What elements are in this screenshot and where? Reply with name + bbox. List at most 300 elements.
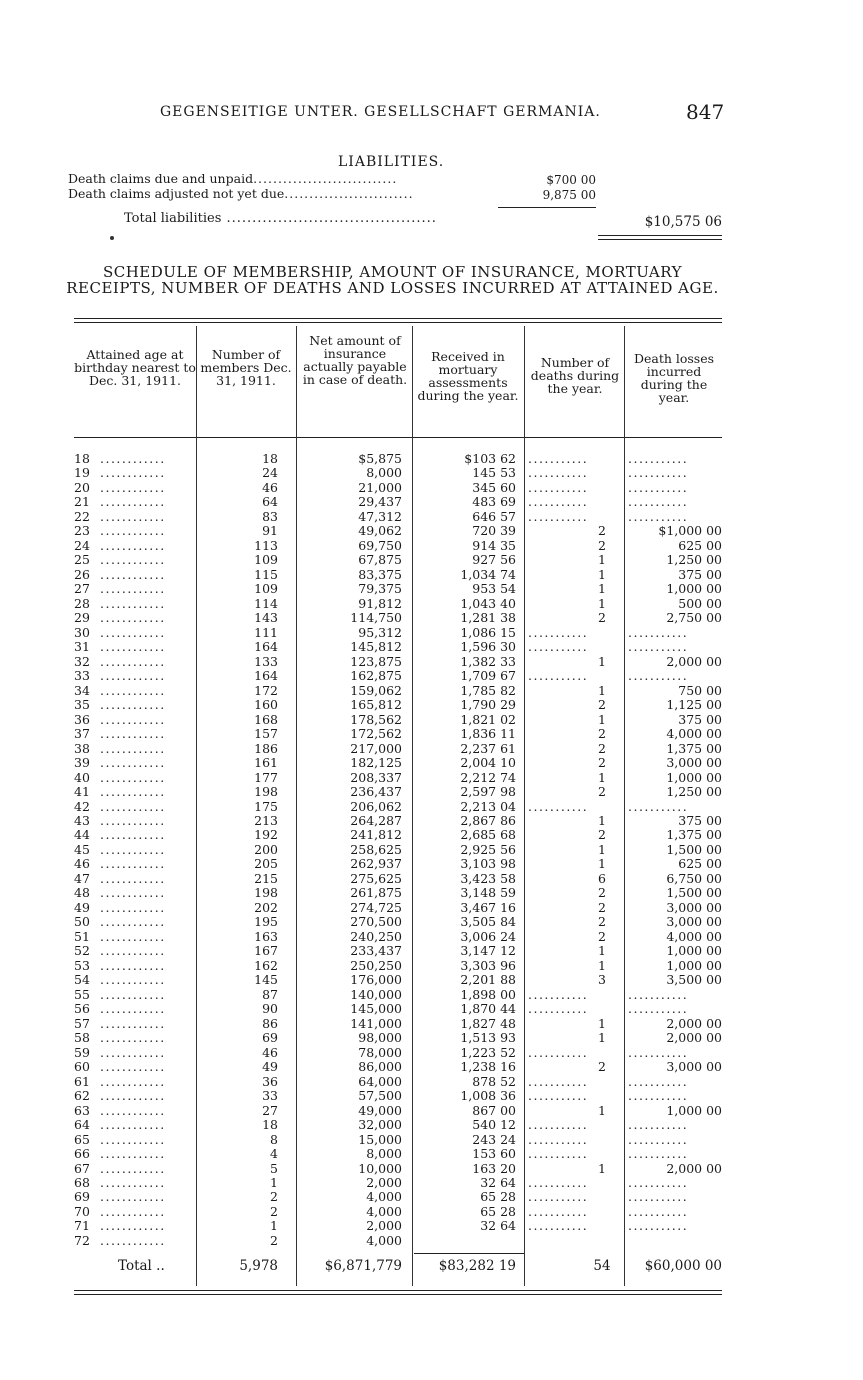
members-cell: 109: [254, 581, 278, 597]
received-cell: 1,008 36: [460, 1088, 516, 1104]
insurance-cell: 172,562: [350, 726, 402, 742]
dot-leader: ............: [100, 566, 166, 582]
deaths-cell: 2: [598, 1059, 606, 1075]
age-cell: 65: [74, 1131, 90, 1147]
insurance-cell: 86,000: [358, 1059, 402, 1075]
received-cell: 1,709 67: [460, 668, 516, 684]
header-net-insurance: Net amount of insurance actually payable in case of death.: [302, 333, 408, 387]
received-cell: 163 20: [472, 1160, 516, 1176]
received-cell: 1,281 38: [460, 610, 516, 626]
members-cell: 160: [254, 697, 278, 713]
age-cell: 60: [74, 1059, 90, 1075]
members-cell: 24: [262, 465, 278, 481]
losses-cell: 2,750 00: [666, 610, 722, 626]
deaths-cell: 1: [598, 1015, 606, 1031]
insurance-cell: 165,812: [350, 697, 402, 713]
members-cell: 168: [254, 711, 278, 727]
age-cell: 48: [74, 885, 90, 901]
dot-leader: ............: [100, 1102, 166, 1118]
members-cell: 111: [254, 624, 278, 640]
insurance-cell: 250,250: [350, 957, 402, 973]
insurance-cell: 21,000: [358, 479, 402, 495]
losses-cell: 1,000 00: [666, 769, 722, 785]
total-liabilities-amount: $10,575 06: [644, 214, 722, 230]
insurance-cell: 10,000: [358, 1160, 402, 1176]
deaths-cell: 1: [598, 769, 606, 785]
members-cell: 143: [254, 610, 278, 626]
column-divider: [196, 326, 197, 1286]
insurance-cell: 8,000: [366, 1146, 402, 1162]
losses-cell: 375 00: [678, 813, 722, 828]
dot-leader: ............: [100, 740, 166, 756]
losses-cell: 6,750 00: [666, 870, 722, 886]
deaths-cell: 2: [598, 784, 606, 800]
received-cell: 1,898 00: [460, 986, 516, 1002]
received-cell: 3,423 58: [460, 870, 516, 886]
age-cell: 49: [74, 899, 90, 915]
age-cell: 28: [74, 595, 90, 611]
dot-leader: ............: [100, 610, 166, 626]
insurance-cell: 123,875: [350, 653, 402, 669]
losses-cell: 1,000 00: [666, 943, 722, 959]
deaths-cell: 1: [598, 841, 606, 857]
empty-fill: ...........: [628, 494, 689, 510]
dot-leader: ............: [100, 755, 166, 771]
members-cell: 205: [254, 856, 278, 872]
empty-fill: ...........: [528, 1131, 589, 1147]
empty-fill: ...........: [528, 986, 589, 1002]
deaths-cell: 1: [598, 682, 606, 698]
received-cell: 2,201 88: [460, 972, 516, 988]
dot-leader: ............: [100, 1015, 166, 1031]
dot-leader: ............: [100, 972, 166, 988]
members-cell: 18: [262, 451, 278, 466]
insurance-cell: 8,000: [366, 465, 402, 481]
empty-fill: ...........: [528, 479, 589, 495]
insurance-cell: 64,000: [358, 1073, 402, 1089]
deaths-cell: 1: [598, 943, 606, 959]
empty-fill: ...........: [528, 1146, 589, 1162]
age-cell: 29: [74, 610, 90, 626]
ink-speck: [110, 236, 114, 240]
age-cell: 68: [74, 1175, 90, 1190]
dot-leader: ............: [100, 1001, 166, 1017]
losses-cell: 2,000 00: [666, 1015, 722, 1031]
empty-fill: ...........: [528, 1175, 589, 1190]
empty-fill: ...........: [628, 1175, 689, 1190]
insurance-cell: $5,875: [358, 451, 402, 466]
received-total-rule: [414, 1253, 524, 1254]
dot-leader: ............: [100, 682, 166, 698]
deaths-cell: 2: [598, 755, 606, 771]
received-cell: 1,034 74: [460, 566, 516, 582]
insurance-cell: 274,725: [350, 899, 402, 915]
liability-label: Death claims due and unpaid: [68, 171, 254, 186]
dot-leader: ............: [100, 1232, 166, 1248]
members-cell: 167: [254, 943, 278, 959]
insurance-cell: 67,875: [358, 552, 402, 568]
received-cell: 953 54: [472, 581, 516, 597]
insurance-cell: 91,812: [358, 595, 402, 611]
received-cell: 2,212 74: [460, 769, 516, 785]
empty-fill: ...........: [628, 1146, 689, 1162]
dot-leader: ............: [100, 943, 166, 959]
received-cell: 65 28: [480, 1189, 516, 1205]
received-cell: 3,148 59: [460, 885, 516, 901]
insurance-cell: 2,000: [366, 1218, 402, 1234]
members-cell: 90: [262, 1001, 278, 1017]
dot-leader: ............: [100, 914, 166, 930]
dot-leader: ............: [100, 957, 166, 973]
received-cell: 2,213 04: [460, 798, 516, 814]
received-cell: 2,004 10: [460, 755, 516, 771]
insurance-cell: 275,625: [350, 870, 402, 886]
header-number-of-deaths: Number of deaths during the year.: [530, 355, 620, 396]
insurance-cell: 145,812: [350, 639, 402, 655]
empty-fill: ...........: [628, 1117, 689, 1133]
losses-cell: 1,500 00: [666, 885, 722, 901]
empty-fill: ...........: [528, 1044, 589, 1060]
empty-fill: ...........: [628, 1189, 689, 1205]
losses-cell: 3,500 00: [666, 972, 722, 988]
insurance-cell: 98,000: [358, 1030, 402, 1046]
insurance-cell: 4,000: [366, 1189, 402, 1205]
deaths-cell: 1: [598, 653, 606, 669]
deaths-cell: 2: [598, 697, 606, 713]
age-cell: 66: [74, 1146, 90, 1162]
age-cell: 50: [74, 914, 90, 930]
age-cell: 54: [74, 972, 90, 988]
losses-cell: 1,250 00: [666, 552, 722, 568]
liabilities-title: LIABILITIES.: [338, 154, 445, 170]
dot-leader: .............................: [253, 171, 398, 186]
dot-leader: ............: [100, 639, 166, 655]
received-cell: 878 52: [472, 1073, 516, 1089]
dot-leader: ............: [100, 465, 166, 481]
total-liabilities-label: Total liabilities: [124, 211, 222, 226]
dot-leader: ............: [100, 784, 166, 800]
members-cell: 83: [262, 508, 278, 524]
dot-leader: ............: [100, 1218, 166, 1234]
received-cell: 720 39: [472, 523, 516, 539]
received-cell: 483 69: [472, 494, 516, 510]
insurance-cell: 57,500: [358, 1088, 402, 1104]
members-cell: 195: [254, 914, 278, 930]
empty-fill: ...........: [628, 508, 689, 524]
members-cell: 18: [262, 1117, 278, 1133]
received-cell: 1,043 40: [460, 595, 516, 611]
age-cell: 18: [74, 451, 90, 466]
members-cell: 177: [254, 769, 278, 785]
insurance-cell: 233,437: [350, 943, 402, 959]
table-top-rule: [74, 322, 722, 323]
age-cell: 45: [74, 841, 90, 857]
dot-leader: ............: [100, 870, 166, 886]
members-cell: 198: [254, 885, 278, 901]
insurance-cell: 29,437: [358, 494, 402, 510]
deaths-cell: 2: [598, 523, 606, 539]
losses-cell: 1,000 00: [666, 957, 722, 973]
members-cell: 202: [254, 899, 278, 915]
empty-fill: ...........: [528, 1189, 589, 1205]
received-cell: 1,382 33: [460, 653, 516, 669]
losses-cell: 4,000 00: [666, 928, 722, 944]
losses-cell: 625 00: [678, 856, 722, 872]
members-cell: 198: [254, 784, 278, 800]
losses-cell: 1,000 00: [666, 581, 722, 597]
members-cell: 49: [262, 1059, 278, 1075]
deaths-cell: 2: [598, 899, 606, 915]
age-cell: 39: [74, 755, 90, 771]
table-bottom-rule: [74, 1294, 722, 1295]
age-cell: 19: [74, 465, 90, 481]
age-cell: 42: [74, 798, 90, 814]
losses-cell: 1,125 00: [666, 697, 722, 713]
deaths-cell: 2: [598, 726, 606, 742]
deaths-cell: 2: [598, 885, 606, 901]
deaths-cell: 2: [598, 537, 606, 553]
members-cell: 46: [262, 1044, 278, 1060]
age-cell: 27: [74, 581, 90, 597]
insurance-cell: 159,062: [350, 682, 402, 698]
received-cell: 65 28: [480, 1203, 516, 1219]
insurance-cell: 4,000: [366, 1203, 402, 1219]
column-divider: [524, 326, 525, 1286]
empty-fill: ...........: [628, 798, 689, 814]
liability-row: [68, 171, 500, 186]
members-cell: 113: [254, 537, 278, 553]
members-cell: 86: [262, 1015, 278, 1031]
insurance-cell: 2,000: [366, 1175, 402, 1190]
received-cell: 914 35: [472, 537, 516, 553]
dot-leader: ............: [100, 581, 166, 597]
members-cell: 69: [262, 1030, 278, 1046]
age-cell: 44: [74, 827, 90, 843]
members-cell: 186: [254, 740, 278, 756]
age-cell: 41: [74, 784, 90, 800]
received-cell: 2,685 68: [460, 827, 516, 843]
members-cell: 2: [270, 1189, 278, 1205]
received-cell: 1,790 29: [460, 697, 516, 713]
losses-cell: 2,000 00: [666, 1160, 722, 1176]
received-cell: 153 60: [472, 1146, 516, 1162]
received-cell: 32 64: [480, 1175, 516, 1190]
deaths-cell: 2: [598, 914, 606, 930]
insurance-cell: 141,000: [350, 1015, 402, 1031]
total-insurance: $6,871,779: [324, 1258, 402, 1274]
dot-leader: ............: [100, 726, 166, 742]
header-attained-age: Attained age at birthday nearest to Dec. 31, 1911.: [74, 347, 196, 388]
members-cell: 213: [254, 813, 278, 828]
empty-fill: ...........: [628, 668, 689, 684]
insurance-cell: 240,250: [350, 928, 402, 944]
insurance-cell: 4,000: [366, 1232, 402, 1248]
dot-leader: ............: [100, 1203, 166, 1219]
deaths-cell: 2: [598, 740, 606, 756]
running-head: GEGENSEITIGE UNTER. GESELLSCHAFT GERMANIA.: [160, 104, 601, 120]
dot-leader: .........................................: [221, 211, 437, 226]
liability-row: [68, 186, 500, 201]
members-cell: 33: [262, 1088, 278, 1104]
deaths-cell: 1: [598, 566, 606, 582]
dot-leader: ............: [100, 1059, 166, 1075]
age-cell: 62: [74, 1088, 90, 1104]
losses-cell: 625 00: [678, 537, 722, 553]
empty-fill: ...........: [628, 1044, 689, 1060]
empty-fill: ...........: [528, 465, 589, 481]
age-cell: 23: [74, 523, 90, 539]
age-cell: 56: [74, 1001, 90, 1017]
empty-fill: ...........: [528, 451, 589, 466]
empty-fill: ...........: [528, 1203, 589, 1219]
insurance-cell: 114,750: [350, 610, 402, 626]
dot-leader: ............: [100, 508, 166, 524]
empty-fill: ...........: [628, 1131, 689, 1147]
losses-cell: 375 00: [678, 711, 722, 727]
losses-cell: 3,000 00: [666, 755, 722, 771]
dot-leader: ............: [100, 885, 166, 901]
losses-cell: 375 00: [678, 566, 722, 582]
deaths-cell: 6: [598, 870, 606, 886]
age-cell: 34: [74, 682, 90, 698]
losses-cell: 1,500 00: [666, 841, 722, 857]
losses-cell: 1,375 00: [666, 740, 722, 756]
received-cell: 1,827 48: [460, 1015, 516, 1031]
age-cell: 22: [74, 508, 90, 524]
total-label: Total ..: [118, 1258, 165, 1274]
members-cell: 87: [262, 986, 278, 1002]
members-cell: 162: [254, 957, 278, 973]
liability-amount: 9,875 00: [542, 188, 596, 202]
age-cell: 61: [74, 1073, 90, 1089]
header-death-losses: Death losses incurred during the year.: [633, 351, 715, 405]
received-cell: 2,867 86: [460, 813, 516, 828]
deaths-cell: 2: [598, 610, 606, 626]
age-cell: 70: [74, 1203, 90, 1219]
members-cell: 27: [262, 1102, 278, 1118]
members-cell: 91: [262, 523, 278, 539]
losses-cell: 4,000 00: [666, 726, 722, 742]
empty-fill: ...........: [628, 451, 689, 466]
received-cell: $103 62: [464, 451, 516, 466]
losses-cell: 3,000 00: [666, 1059, 722, 1075]
liability-amount: $700 00: [546, 173, 596, 187]
age-cell: 58: [74, 1030, 90, 1046]
dot-leader: ............: [100, 537, 166, 553]
subtotal-rule: [498, 207, 596, 208]
empty-fill: ...........: [528, 508, 589, 524]
double-rule: [598, 239, 722, 240]
header-mortuary-received: Received in mortuary assessments during the year.: [417, 349, 519, 403]
empty-fill: ...........: [528, 1073, 589, 1089]
age-cell: 71: [74, 1218, 90, 1234]
empty-fill: ...........: [628, 639, 689, 655]
received-cell: 1,596 30: [460, 639, 516, 655]
dot-leader: ............: [100, 668, 166, 684]
members-cell: 1: [270, 1218, 278, 1234]
dot-leader: ............: [100, 827, 166, 843]
members-cell: 4: [270, 1146, 278, 1162]
insurance-cell: 140,000: [350, 986, 402, 1002]
received-cell: 145 53: [472, 465, 516, 481]
dot-leader: ............: [100, 523, 166, 539]
dot-leader: ............: [100, 552, 166, 568]
page-number: 847: [686, 100, 725, 124]
received-cell: 1,223 52: [460, 1044, 516, 1060]
insurance-cell: 79,375: [358, 581, 402, 597]
dot-leader: ............: [100, 899, 166, 915]
dot-leader: ............: [100, 1160, 166, 1176]
total-losses: $60,000 00: [644, 1258, 722, 1274]
deaths-cell: 2: [598, 827, 606, 843]
insurance-cell: 217,000: [350, 740, 402, 756]
members-cell: 64: [262, 494, 278, 510]
age-cell: 33: [74, 668, 90, 684]
empty-fill: ...........: [528, 1117, 589, 1133]
dot-leader: ............: [100, 653, 166, 669]
members-cell: 5: [270, 1160, 278, 1176]
empty-fill: ...........: [628, 1001, 689, 1017]
members-cell: 36: [262, 1073, 278, 1089]
insurance-cell: 15,000: [358, 1131, 402, 1147]
empty-fill: ...........: [628, 1088, 689, 1104]
insurance-cell: 47,312: [358, 508, 402, 524]
dot-leader: ............: [100, 697, 166, 713]
members-cell: 109: [254, 552, 278, 568]
losses-cell: 2,000 00: [666, 653, 722, 669]
members-cell: 215: [254, 870, 278, 886]
age-cell: 46: [74, 856, 90, 872]
age-cell: 24: [74, 537, 90, 553]
liability-label: Death claims adjusted not yet due: [68, 186, 285, 201]
dot-leader: ............: [100, 986, 166, 1002]
dot-leader: ............: [100, 769, 166, 785]
members-cell: 200: [254, 841, 278, 857]
received-cell: 1,086 15: [460, 624, 516, 640]
dot-leader: ............: [100, 1146, 166, 1162]
insurance-cell: 258,625: [350, 841, 402, 857]
insurance-cell: 162,875: [350, 668, 402, 684]
received-cell: 3,467 16: [460, 899, 516, 915]
received-cell: 540 12: [472, 1117, 516, 1133]
age-cell: 38: [74, 740, 90, 756]
deaths-cell: 1: [598, 581, 606, 597]
empty-fill: ...........: [628, 986, 689, 1002]
members-cell: 114: [254, 595, 278, 611]
age-cell: 53: [74, 957, 90, 973]
insurance-cell: 261,875: [350, 885, 402, 901]
deaths-cell: 1: [598, 856, 606, 872]
double-rule: [598, 235, 722, 236]
insurance-cell: 145,000: [350, 1001, 402, 1017]
age-cell: 32: [74, 653, 90, 669]
age-cell: 51: [74, 928, 90, 944]
losses-cell: 1,250 00: [666, 784, 722, 800]
received-cell: 1,836 11: [460, 726, 516, 742]
received-cell: 867 00: [472, 1102, 516, 1118]
empty-fill: ...........: [628, 465, 689, 481]
empty-fill: ...........: [528, 1001, 589, 1017]
losses-cell: $1,000 00: [658, 523, 722, 539]
members-cell: 175: [254, 798, 278, 814]
total-received: $83,282 19: [438, 1258, 516, 1274]
empty-fill: ...........: [628, 1218, 689, 1234]
column-divider: [624, 326, 625, 1286]
schedule-title: SCHEDULE OF MEMBERSHIP, AMOUNT OF INSURANCE, MORTUARY RECEIPTS, NUMBER OF DEATHS AND LOSSES INCURRED AT ATTAINED AGE.: [66, 263, 719, 297]
members-cell: 2: [270, 1203, 278, 1219]
members-cell: 172: [254, 682, 278, 698]
received-cell: 927 56: [472, 552, 516, 568]
